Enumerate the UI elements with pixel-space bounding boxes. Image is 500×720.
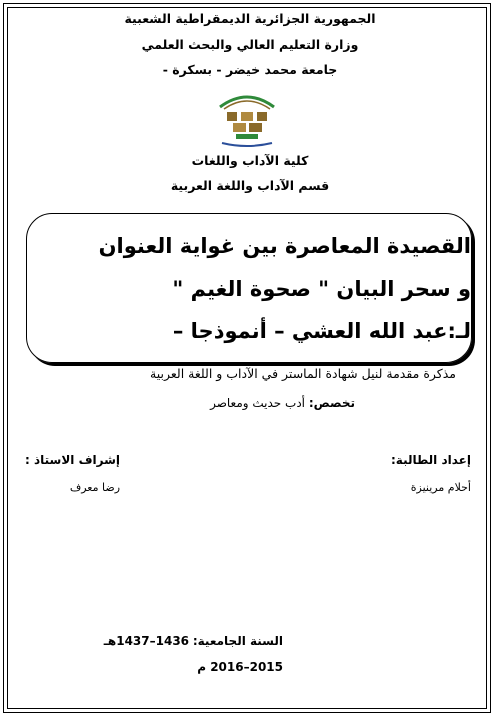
academic-year-line: [104, 633, 283, 649]
specialty-value: أدب حديث ومعاصر: [210, 396, 306, 410]
academic-year-label: السنة الجامعية:: [192, 634, 283, 648]
specialty-label: تخصص:: [308, 396, 355, 410]
supervisor-name: رضا معرف: [69, 481, 120, 494]
student-label: إعداد الطالبة:: [391, 453, 471, 467]
supervisor-label: إشراف الاستاذ :: [25, 453, 120, 467]
academic-year-hijri: 1436–1437هـ: [103, 634, 190, 648]
thesis-description: مذكرة مقدمة لنيل شهادة الماستر في الآداب و اللغة العربية: [150, 366, 456, 381]
university-name: جامعة محمد خيضر - بسكرة -: [162, 62, 338, 77]
academic-year-gregorian: 2015–2016 م: [197, 660, 283, 674]
specialty-line: [210, 395, 355, 411]
thesis-title-line-1: القصيدة المعاصرة بين غواية العنوان: [98, 234, 471, 258]
university-logo-icon: [214, 85, 280, 147]
thesis-title-line-2: و سحر البيان " صحوة الغيم ": [172, 277, 471, 301]
faculty-name: كلية الآداب واللغات: [191, 153, 309, 168]
republic-name: الجمهورية الجزائرية الديمقراطية الشعبية: [124, 11, 376, 26]
thesis-title-line-3: لـ:عبد الله العشي – أنموذجا –: [172, 319, 471, 343]
ministry-name: وزارة التعليم العالي والبحث العلمي: [141, 37, 359, 52]
department-name: قسم الآداب واللغة العربية: [170, 178, 330, 193]
thesis-title-box: [26, 213, 472, 363]
student-name: أحلام مرينيزة: [410, 481, 471, 494]
